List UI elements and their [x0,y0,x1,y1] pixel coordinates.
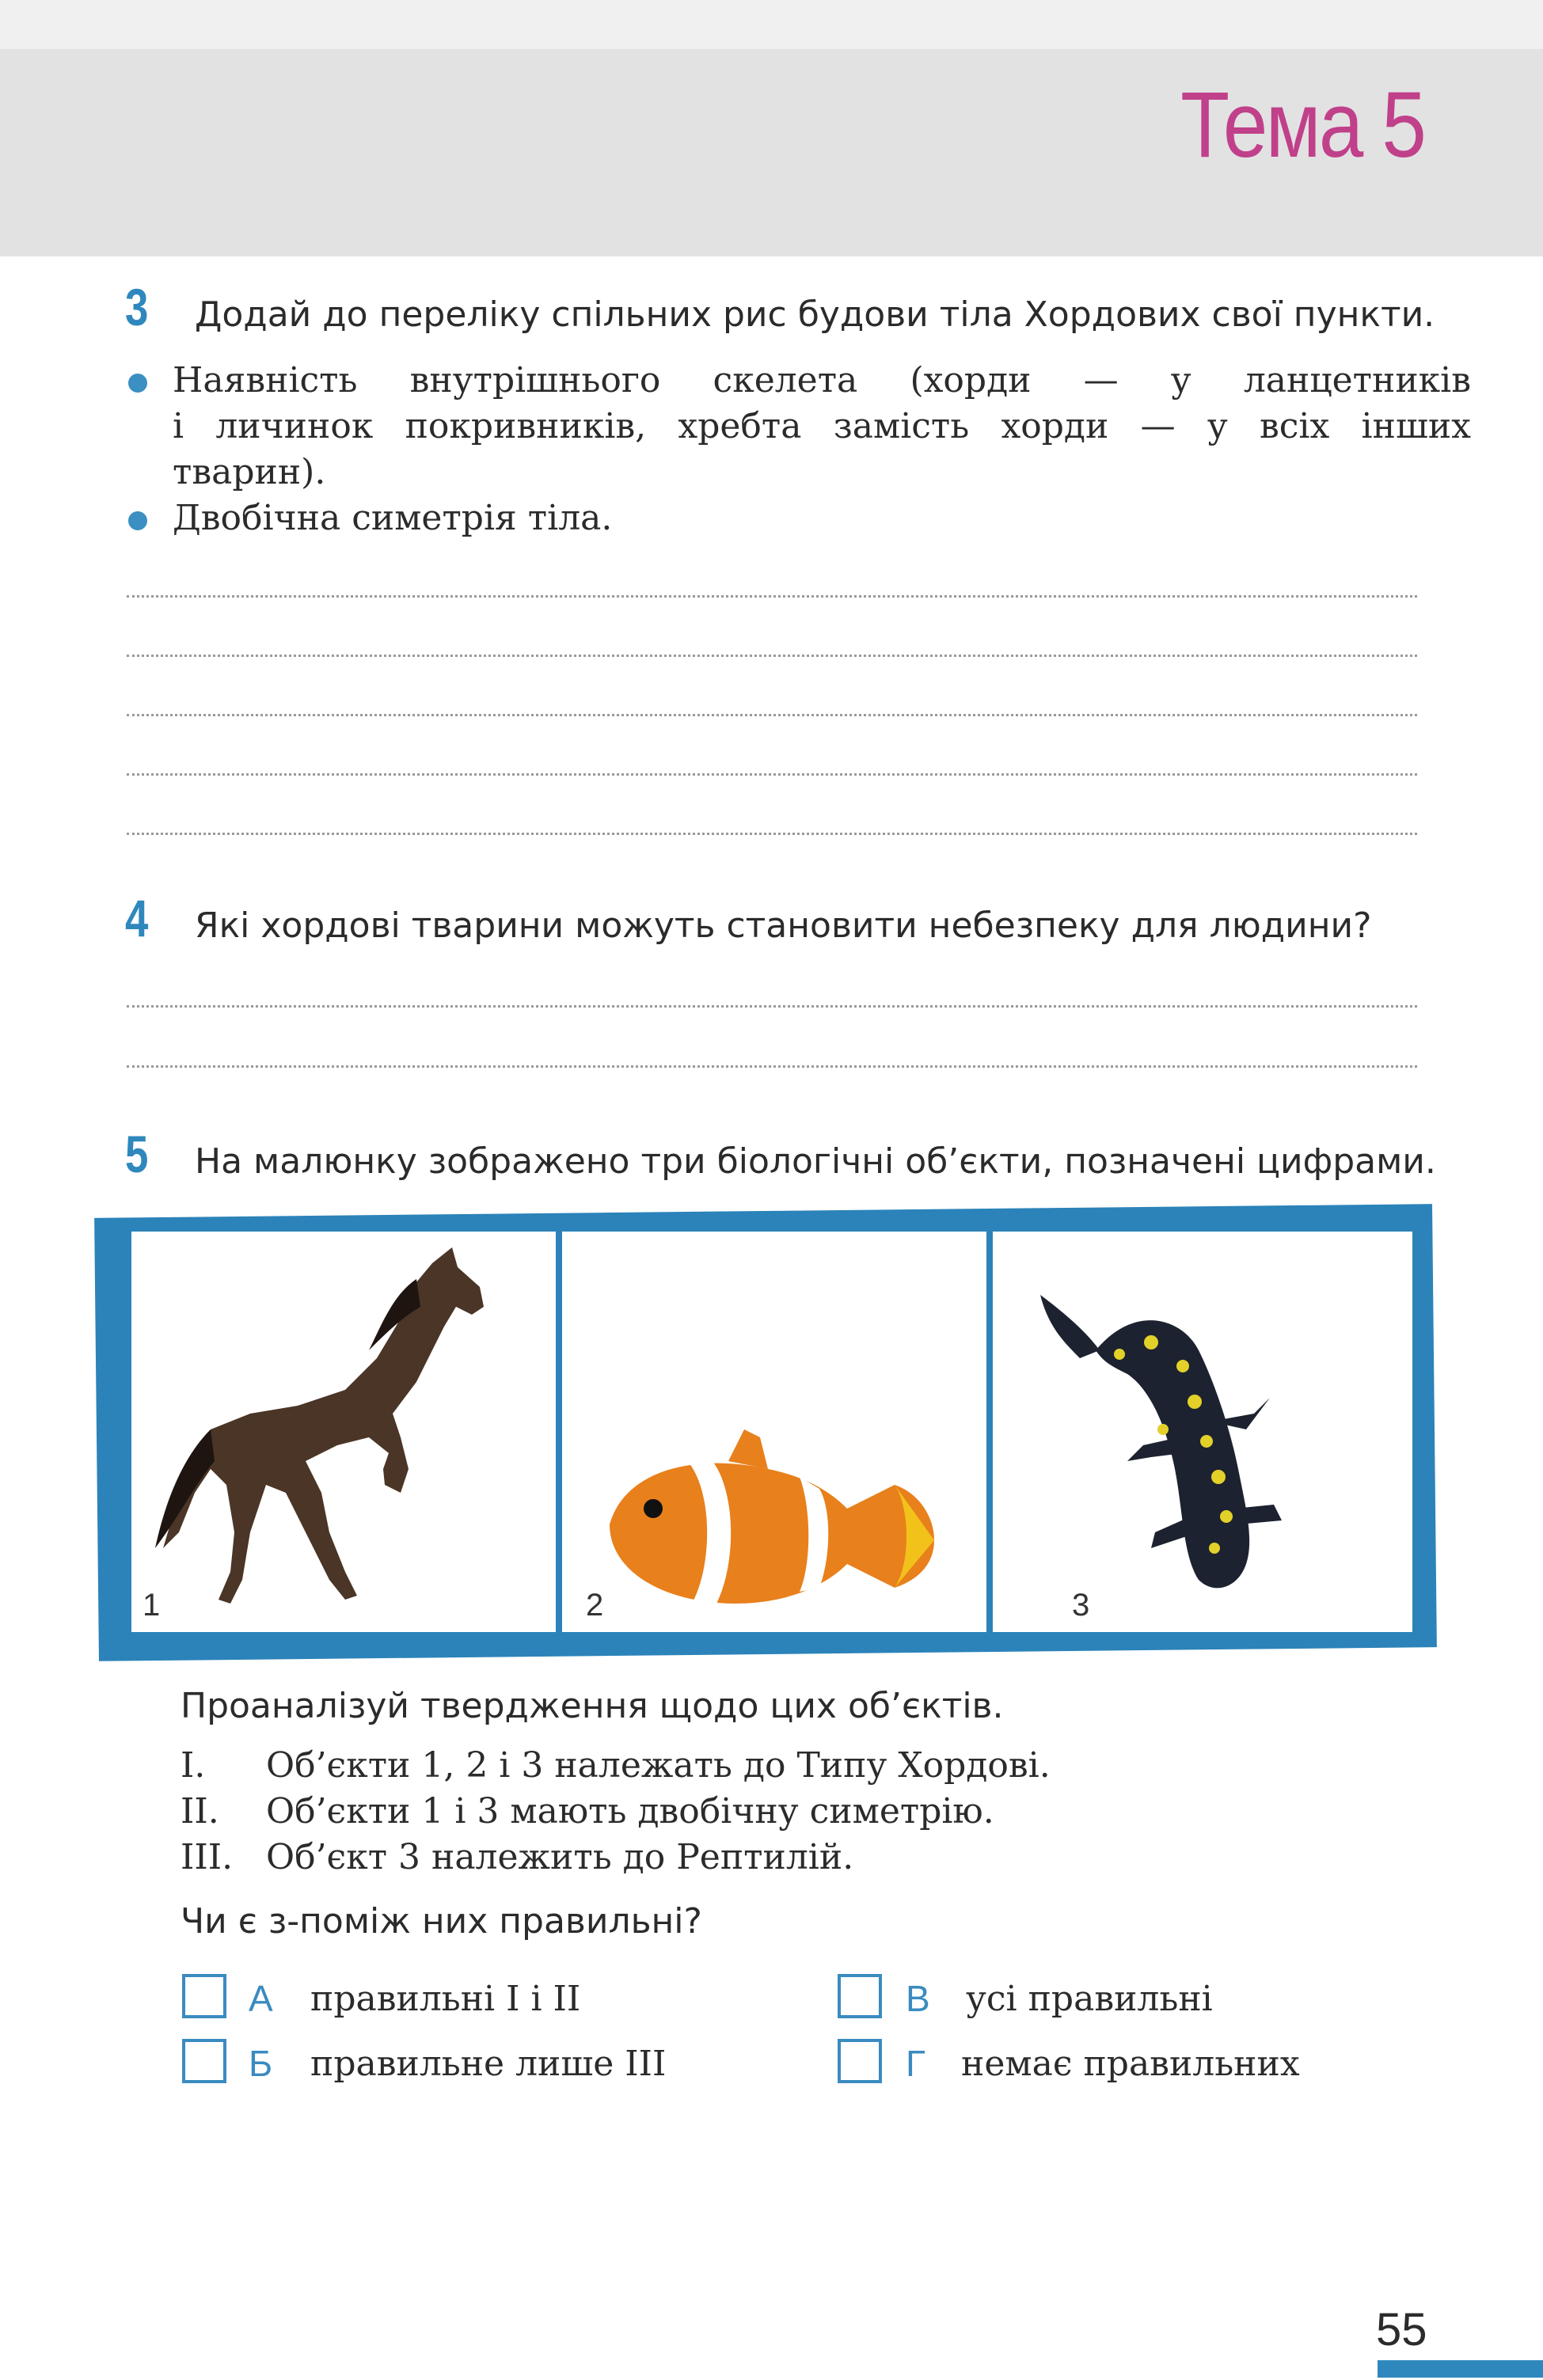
bullet-1-line-2: і личинок покривників, хребта замість хорди — у всіх інших [173,406,1471,446]
image-label-2: 2 [586,1588,604,1623]
question-5-prompt: На малюнку зображено три біологічні об’єкти, позначені цифрами. [195,1141,1436,1182]
question-number-4: 4 [125,889,149,947]
bullet-icon [128,511,147,530]
answer-line[interactable] [127,773,1417,776]
image-label-3: 3 [1072,1588,1090,1623]
question-5-ask: Чи є з-поміж них правильні? [181,1901,702,1942]
page-number: 55 [1376,2304,1427,2355]
option-g-checkbox[interactable] [838,2039,882,2083]
option-v-checkbox[interactable] [838,1974,882,2018]
analyze-instruction: Проаналізуй твердження щодо цих об’єктів. [181,1686,1004,1726]
answer-line[interactable] [127,714,1417,716]
bullet-1-line-1: Наявність внутрішнього скелета (хорди — у ланцетників [173,360,1471,400]
option-a-text: правильні І і ІІ [310,1979,581,2019]
bullet-icon [128,374,147,393]
top-strip [0,0,1543,49]
clownfish-icon [562,1232,986,1632]
answer-line[interactable] [127,1065,1417,1068]
statement-1 [181,1743,1051,1789]
page-bar [1378,2360,1543,2378]
question-number-5: 5 [125,1125,149,1183]
bullet-1-line-3: тварин). [173,452,326,492]
answer-line[interactable] [127,595,1417,598]
bullet-2-text: Двобічна симетрія тіла. [173,498,613,538]
image-panel-3 [993,1232,1412,1632]
statement-1-text: Об’єкти 1, 2 і 3 належать до Типу Хордові. [266,1745,1051,1786]
option-g-text: немає правильних [961,2044,1300,2084]
option-v-letter: В [906,1978,930,2019]
statement-2-text: Об’єкти 1 і 3 мають двобічну симетрію. [266,1791,994,1831]
question-3-prompt: Додай до переліку спільних рис будови тіла Хордових свої пункти. [195,294,1435,335]
option-a-checkbox[interactable] [182,1974,226,2018]
statement-3-text: Об’єкт 3 належить до Рептилій. [266,1837,854,1877]
statement-2 [181,1789,994,1835]
page-title: Тема 5 [1180,73,1424,177]
statement-1-num: I. [181,1745,206,1786]
answer-line[interactable] [127,833,1417,835]
answer-line[interactable] [127,1005,1417,1008]
option-a-letter: А [249,1978,273,2019]
image-panel-1 [131,1232,556,1632]
question-number-3: 3 [125,278,149,336]
option-v-text: усі правильні [966,1979,1213,2019]
statement-3 [181,1835,853,1881]
option-b-letter: Б [249,2043,273,2084]
option-g-letter: Г [906,2043,925,2084]
option-b-checkbox[interactable] [182,2039,226,2083]
statement-2-num: II. [181,1791,219,1831]
salamander-icon [993,1232,1412,1632]
answer-line[interactable] [127,655,1417,657]
image-panel-2 [562,1232,986,1632]
bullet-1-text [173,358,1471,495]
horse-icon [131,1232,556,1632]
option-b-text: правильне лише ІІІ [310,2044,667,2084]
question-4-prompt: Які хордові тварини можуть становити небезпеку для людини? [195,905,1372,946]
statement-3-num: III. [181,1837,234,1877]
image-label-1: 1 [143,1588,161,1623]
